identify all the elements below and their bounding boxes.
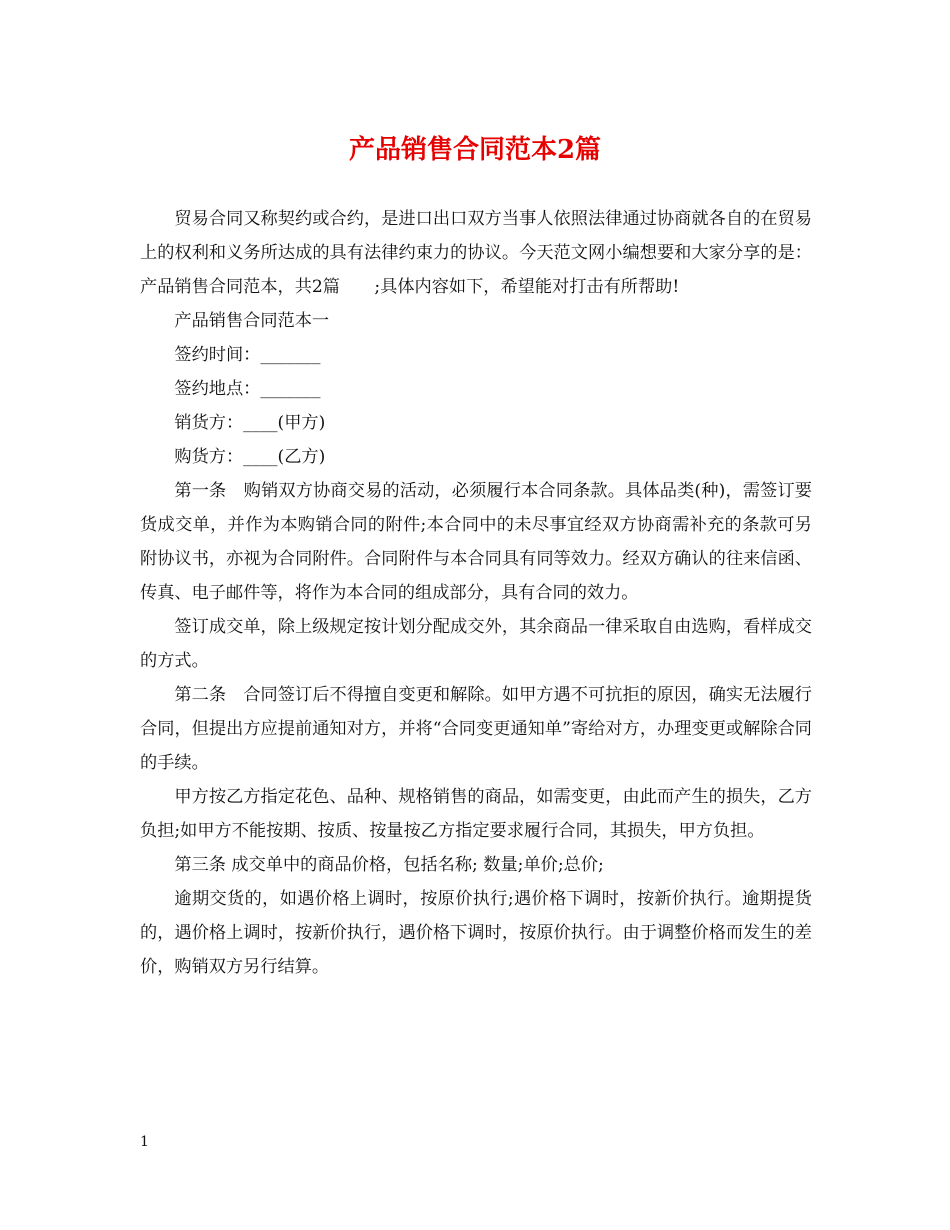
signing-place-line: 签约地点：_______ — [174, 379, 321, 399]
document-body — [140, 202, 812, 984]
buyer-line: 购货方：____(乙方) — [174, 447, 326, 467]
section-heading: 产品销售合同范本一 — [174, 311, 330, 331]
change-loss-paragraph: 甲方按乙方指定花色、品种、规格销售的商品，如需变更，由此而产生的损失，乙方负担;如甲方不能按期、按质、按量按乙方指定要求履行合同，其损失，甲方负担。 — [140, 787, 812, 841]
article-two-paragraph: 第二条 合同签订后不得擅自变更和解除。如甲方遇不可抗拒的原因，确实无法履行合同，但提出方应提前通知对方，并将“合同变更通知单”寄给对方，办理变更或解除合同的手续。 — [140, 685, 812, 773]
price-adjustment-paragraph: 逾期交货的，如遇价格上调时，按原价执行;遇价格下调时，按新价执行。逾期提货的，遇价格上调时，按新价执行，遇价格下调时，按原价执行。由于调整价格而发生的差价，购销双方另行结算。 — [140, 889, 812, 977]
article-one-paragraph: 第一条 购销双方协商交易的活动，必须履行本合同条款。具体品类(种)，需签订要货成交单，并作为本购销合同的附件;本合同中的未尽事宜经双方协商需补充的条款可另附协议书，亦视为合同附件。合同附件与本合同具有同等效力。经双方确认的往来信函、传真、电子邮件等，将作为本合同的组成部分，具有合同的效力。 — [140, 481, 812, 603]
seller-line: 销货方：____(甲方) — [174, 413, 326, 433]
document-title: 产品销售合同范本2篇 — [348, 135, 602, 165]
signing-time-line: 签约时间：_______ — [174, 345, 321, 365]
order-paragraph: 签订成交单，除上级规定按计划分配成交外，其余商品一律采取自由选购，看样成交的方式。 — [140, 617, 812, 671]
article-three-paragraph: 第三条 成交单中的商品价格，包括名称; 数量;单价;总价; — [174, 855, 604, 875]
intro-paragraph: 贸易合同又称契约或合约，是进口出口双方当事人依照法律通过协商就各自的在贸易上的权利和义务所达成的具有法律约束力的协议。今天范文网小编想要和大家分享的是：产品销售合同范本，共2篇 ;具体内容如下，希望能对打击有所帮助! — [140, 209, 812, 297]
page-number: 1 — [140, 1134, 149, 1150]
